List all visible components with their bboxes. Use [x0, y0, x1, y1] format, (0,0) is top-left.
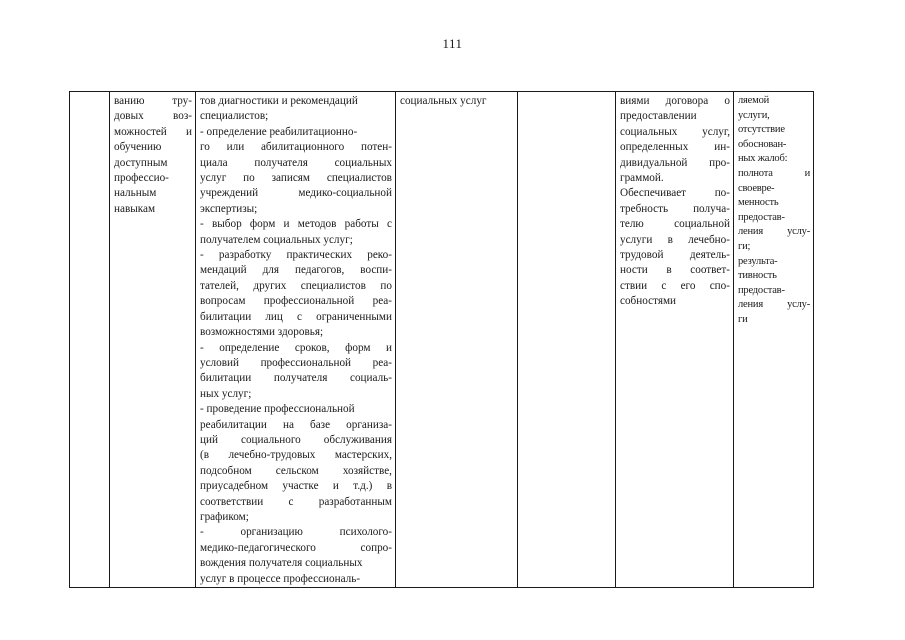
text-line: доступным [114, 156, 168, 169]
cell-col4 [396, 92, 518, 588]
text-line: ствии с его спо- [620, 279, 730, 292]
text-line: ляемой [738, 95, 770, 106]
text-line: экспертизы; [200, 202, 258, 215]
text-line: предостав- [738, 211, 785, 223]
text-line: тов диагностики и рекомендаций [200, 95, 358, 107]
text-line: обоснован- [738, 138, 787, 150]
text-line: ций социального обслуживания [200, 433, 392, 446]
text-line: - выбор форм и методов работы с [200, 218, 392, 231]
text-line: предоставлении [620, 110, 697, 123]
text-line: ги; [738, 240, 751, 252]
text-line: Обеспечивает по- [620, 187, 730, 200]
text-line: услуги, [738, 109, 770, 121]
table-row [70, 92, 814, 588]
text-line: услуг в процессе профессиональ- [200, 572, 361, 585]
text-line: отсутствие [738, 124, 785, 136]
text-line: услуги в лечебно- [620, 233, 730, 246]
text-line: тателей, других специалистов по [200, 279, 392, 292]
text-line: услуг по записям специалистов [200, 172, 392, 185]
text-line: го или абилитационного потен- [200, 141, 392, 154]
cell-col7 [734, 92, 814, 588]
text-line: билитации лиц с ограниченными [200, 310, 392, 323]
text-line: довых воз- [114, 110, 192, 123]
text-line: нальным [114, 187, 157, 200]
cell-col5 [518, 92, 616, 588]
text-line: подсобном сельском хозяйстве, [200, 464, 392, 477]
text-line: навыкам [114, 202, 156, 215]
cell-col3 [196, 92, 396, 588]
text-line: тивность [738, 270, 777, 282]
cell-col1 [70, 92, 110, 588]
cell-col6 [616, 92, 734, 588]
text-line: реабилитации на базе организа- [200, 418, 392, 431]
text-line: ления услу- [738, 226, 810, 238]
text-line: медико-педагогического сопро- [200, 541, 392, 554]
text-line: социальных услуг, [620, 125, 730, 138]
text-line: ности в соответ- [620, 264, 730, 277]
text-line: (в лечебно-трудовых мастерских, [200, 449, 392, 462]
text-line: билитации получателя социаль- [200, 372, 392, 385]
text-line: определенных ин- [620, 141, 730, 154]
text-line: предостав- [738, 284, 785, 296]
text-line: специалистов; [200, 110, 269, 123]
text-line: графиком; [200, 510, 249, 523]
services-table [69, 91, 814, 588]
text-line: обучению [114, 141, 162, 154]
text-line: профессио- [114, 172, 169, 185]
text-line: учреждений медико-социальной [200, 187, 392, 200]
text-line: социальных услуг [400, 95, 487, 107]
text-line: ления услу- [738, 299, 810, 311]
text-line: вопросам профессиональной реа- [200, 295, 392, 308]
text-line: условий профессиональной реа- [200, 356, 392, 369]
text-line: можностей и [114, 125, 192, 138]
text-line: виями договора о [620, 95, 730, 107]
text-line: менность [738, 197, 779, 209]
page-number: 111 [442, 36, 463, 51]
text-line: граммой. [620, 172, 664, 185]
text-line: приусадебном участке и т.д.) в [200, 480, 392, 493]
text-line: результа- [738, 255, 778, 267]
text-line: ванию тру- [114, 95, 192, 107]
text-line: возможностями здоровья; [200, 326, 324, 339]
text-line: соответствии с разработанным [200, 495, 392, 508]
text-line: - разработку практических реко- [200, 249, 392, 262]
text-line: дивидуальной про- [620, 156, 730, 169]
text-line: трудовой деятель- [620, 249, 730, 262]
text-line: собностями [620, 295, 677, 308]
text-line: - организацию психолого- [200, 526, 392, 539]
text-line: полнота и [738, 167, 810, 179]
text-line: вождения получателя социальных [200, 557, 363, 570]
text-line: ных жалоб: [738, 153, 788, 165]
text-line: ных услуг; [200, 387, 252, 400]
text-line: телю социальной [620, 218, 730, 231]
text-line: - проведение профессиональной [200, 403, 355, 416]
text-line: - определение реабилитационно- [200, 125, 358, 138]
text-line: ги [738, 313, 748, 325]
text-line: получателем социальных услуг; [200, 233, 353, 246]
text-line: своевре- [738, 182, 775, 194]
cell-col2 [110, 92, 196, 588]
text-line: требность получа- [620, 202, 730, 215]
text-line: - определение сроков, форм и [200, 341, 392, 354]
text-line: циала получателя социальных [200, 156, 392, 169]
text-line: мендаций для педагогов, воспи- [200, 264, 392, 277]
